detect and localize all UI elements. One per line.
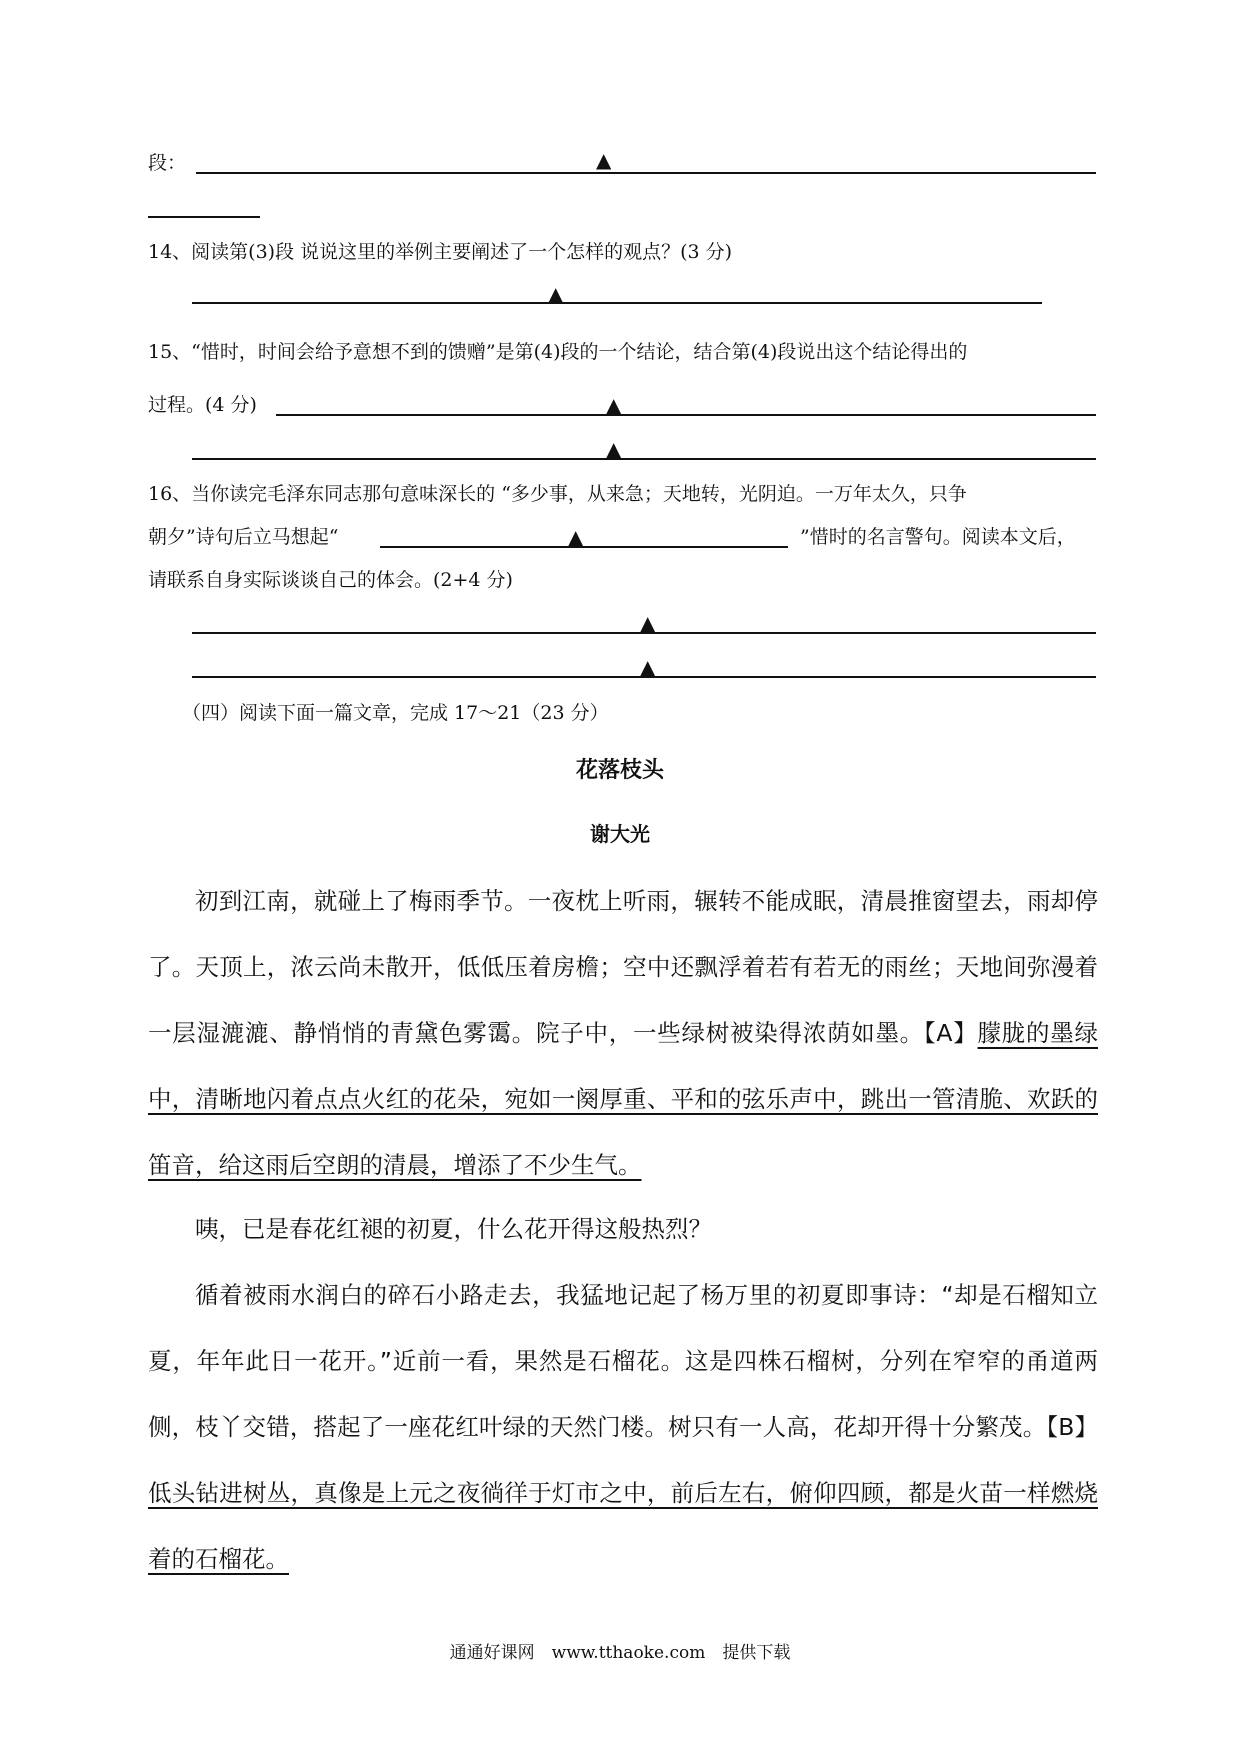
q15-question-line2: 过程。(4 分) (148, 394, 257, 416)
article-paragraph-2: 咦，已是春花红褪的初夏，什么花开得这般热烈？ (195, 1215, 712, 1243)
article-author: 谢大光 (590, 822, 650, 846)
q16-question-line2-end: ”惜时的名言警句。阅读本文后， (800, 526, 1076, 548)
q13-prefix: 段： (148, 152, 187, 174)
section-intro: （四）阅读下面一篇文章，完成 17～21（23 分） (182, 702, 609, 724)
answer-marker: ▲ (640, 611, 656, 635)
paragraph-1-text: 初到江南，就碰上了梅雨季节。一夜枕上听雨，辗转不能成眠，清晨推窗望去，雨却停了。天顶上，浓云尚未散开，低低压着房檐；空中还飘浮着若有若无的雨丝；天地间弥漫着一层湿漉漉、静悄悄的青黛色雾霭。院子中，一些绿树被染得浓荫如墨。【A】 (148, 887, 1098, 1047)
q14-answer-line[interactable] (192, 302, 1042, 304)
q13-answer-line-continued[interactable] (148, 216, 260, 218)
article-paragraph-1 (148, 868, 1098, 1198)
q15-answer-line1[interactable] (276, 414, 1096, 416)
q15-question-line1: 15、“惜时，时间会给予意想不到的馈赠”是第(4)段的一个结论，结合第(4)段说出这个结论得出的 (148, 341, 968, 363)
q16-question-line2-start: 朝夕”诗句后立马想起“ (148, 526, 339, 548)
answer-marker: ▲ (606, 393, 622, 417)
article-title: 花落枝头 (575, 758, 664, 783)
q14-question: 14、阅读第(3)段 说说这里的举例主要阐述了一个怎样的观点？(3 分) (148, 241, 733, 263)
paragraph-3-text: 循着被雨水润白的碎石小路走去，我猛地记起了杨万里的初夏即事诗：“却是石榴知立夏，年年此日一花开。”近前一看，果然是石榴花。这是四株石榴树，分列在窄窄的甬道两侧，枝丫交错，搭起了一座花红叶绿的天然门楼。树只有一人高，花却开得十分繁茂。【B】 (148, 1281, 1098, 1441)
answer-marker: ▲ (548, 282, 564, 306)
q15-answer-line2[interactable] (192, 458, 1096, 460)
underlined-sentence-b: 低头钻进树丛，真像是上元之夜徜徉于灯市之中，前后左右，俯仰四顾，都是火苗一样燃烧着的石榴花。 (148, 1479, 1098, 1573)
answer-marker: ▲ (606, 437, 622, 461)
page-footer: 通通好课网 www.tthaoke.com 提供下载 (449, 1643, 791, 1663)
answer-marker: ▲ (596, 148, 612, 172)
q16-quote-blank[interactable] (380, 546, 788, 548)
q16-question-line3: 请联系自身实际谈谈自己的体会。(2+4 分) (148, 569, 513, 591)
answer-marker: ▲ (640, 655, 656, 679)
underlined-sentence-a: 朦胧的墨绿中，清晰地闪着点点火红的花朵，宛如一阕厚重、平和的弦乐声中，跳出一管清脆、欢跃的笛音，给这雨后空朗的清晨，增添了不少生气。 (148, 1019, 1099, 1179)
article-paragraph-3 (148, 1262, 1098, 1592)
q16-question-line1: 16、当你读完毛泽东同志那句意味深长的 “多少事，从来急；天地转，光阴迫。一万年太久，只争 (148, 483, 967, 505)
q13-answer-line[interactable] (196, 172, 1096, 174)
answer-marker: ▲ (568, 525, 584, 549)
